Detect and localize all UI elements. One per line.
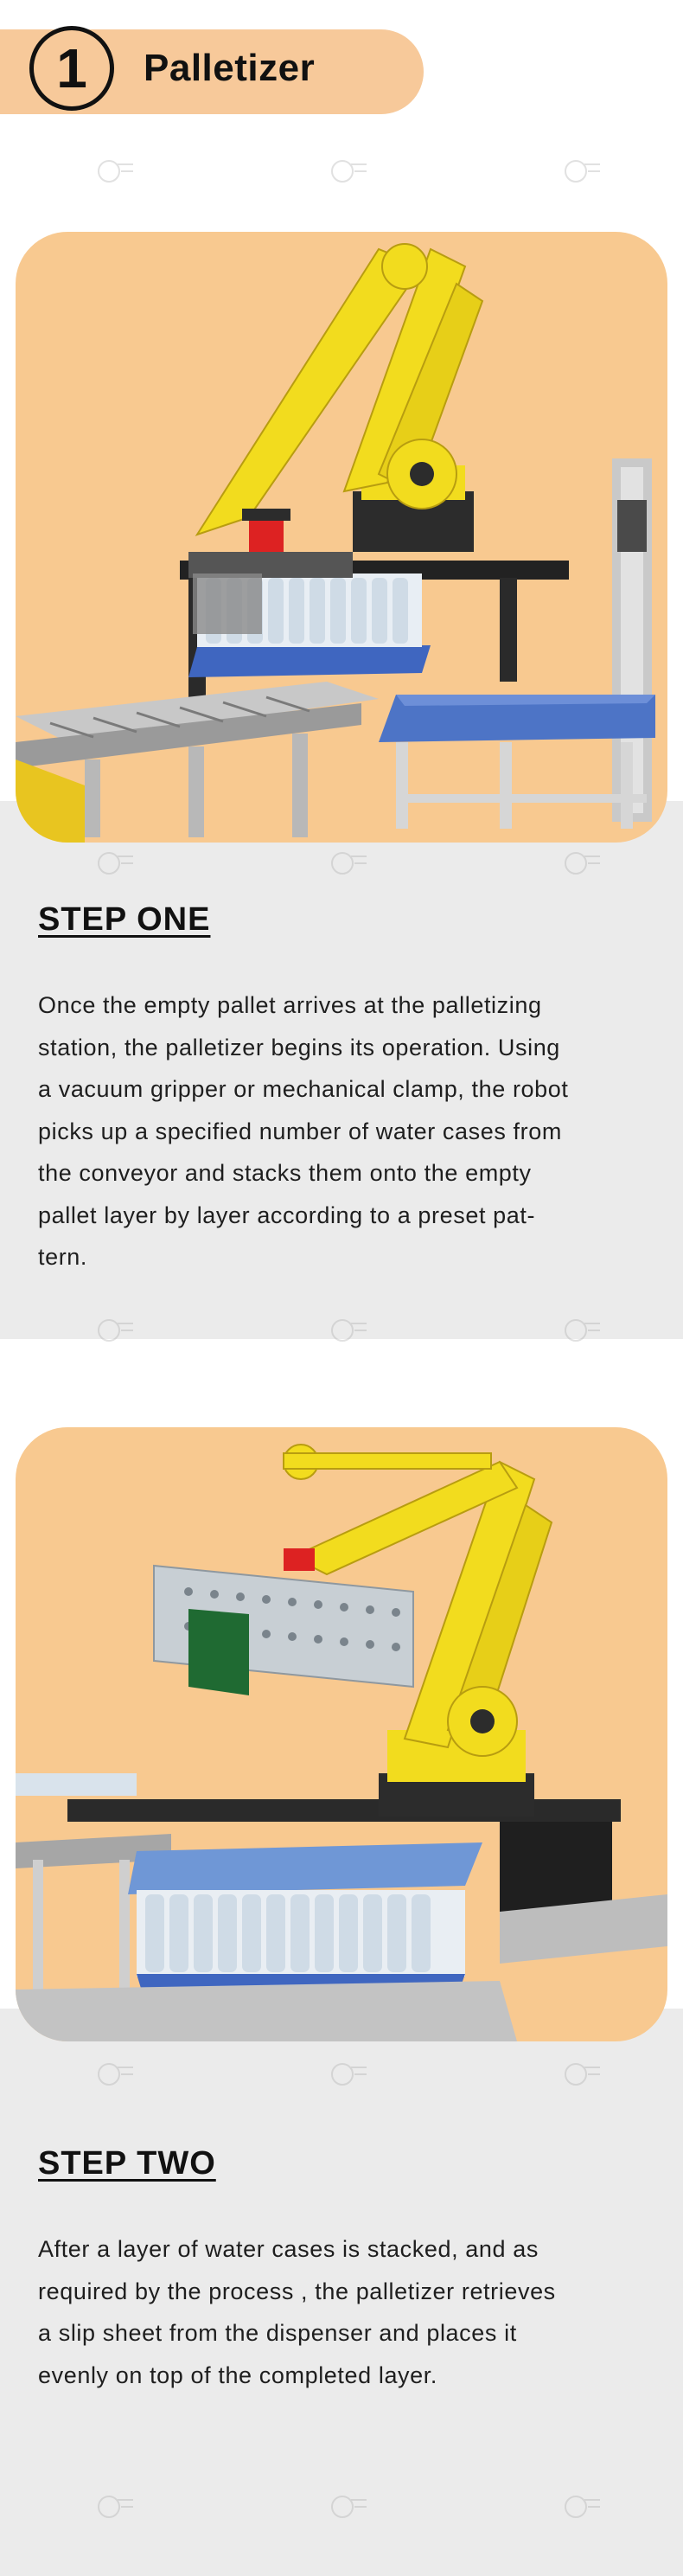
palletizer-photo-1: [16, 232, 667, 843]
text-line: a vacuum gripper or mechanical clamp, the robot: [38, 1076, 569, 1102]
text-line: required by the process , the palletizer retrieves: [38, 2278, 556, 2304]
step-two-description: [38, 2228, 643, 2396]
text-line: picks up a specified number of water cases from: [38, 1118, 562, 1144]
text-line: evenly on top of the completed layer.: [38, 2361, 437, 2388]
robot-palletizer-icon: [16, 1427, 667, 2041]
text-line: station, the palletizer begins its operation. Using: [38, 1034, 560, 1061]
text-line: a slip sheet from the dispenser and places it: [38, 2320, 517, 2346]
step-two-heading: STEP TWO: [38, 2145, 216, 2182]
step-one-description: [38, 984, 643, 1278]
text-line: pallet layer by layer according to a preset pat-: [38, 1201, 536, 1228]
text-line: the conveyor and stacks them onto the empty: [38, 1160, 532, 1186]
watermark-logo-icon: [95, 156, 135, 187]
step-one-heading: STEP ONE: [38, 901, 211, 938]
watermark-logo-icon: [562, 156, 602, 187]
palletizer-photo-2: [16, 1427, 667, 2041]
page-title: Palletizer: [144, 47, 316, 89]
text-line: tern.: [38, 1244, 88, 1270]
robot-palletizer-icon: [16, 232, 667, 843]
step-number-badge: 1: [29, 26, 114, 111]
text-line: After a layer of water cases is stacked, and as: [38, 2236, 539, 2262]
text-line: Once the empty pallet arrives at the palletizing: [38, 992, 542, 1018]
watermark-logo-icon: [329, 156, 368, 187]
